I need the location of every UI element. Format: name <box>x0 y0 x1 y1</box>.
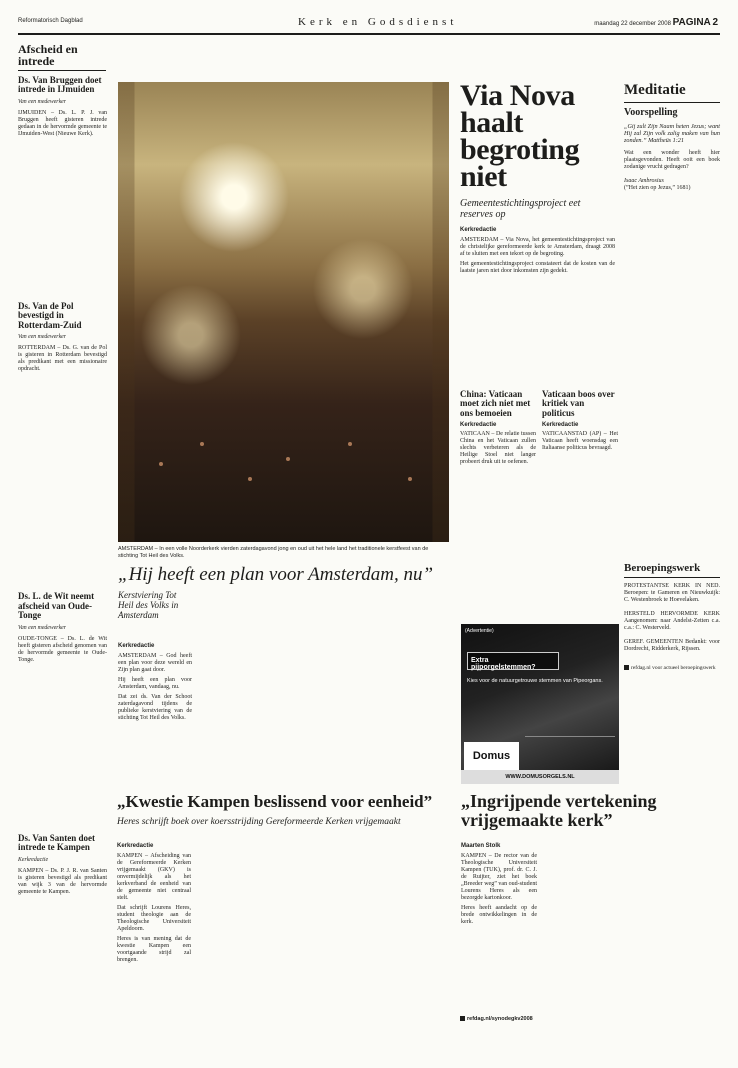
audience-dot <box>348 442 352 446</box>
audience-dot <box>200 442 204 446</box>
vaticaan-headline: Vaticaan boos over kritiek van politicus <box>542 389 615 418</box>
via-nova-paragraph: Het gemeentestichtingsproject constateert dat de kosten van de laatste jaren niet door inkomsten zijn gedekt. <box>460 261 615 275</box>
meditation-rule <box>624 102 720 103</box>
beroepingswerk-body: PROTESTANTSE KERK IN NED. Beroepen: te Gameren en Nieuwkuijk: C. Westenbroek te Hoevelaken. <box>624 583 720 604</box>
meditation-subtitle: Voorspelling <box>624 107 678 118</box>
oude-tonge-kicker: Van een medewerker <box>18 624 66 631</box>
main-story-paragraph: Dat zei ds. Van der Schoot zaterdagavond tijdens de publieke kerstviering van de stichting Tot Heil des Volks. <box>118 694 192 722</box>
beroepingswerk-body: HERSTELD HERVORMDE KERK Aangenomen: naar Andelst-Zetten c.a. c.a.: C. Westerveld. <box>624 611 720 632</box>
kwestie-paragraph: Heres is van mening dat de kwestie Kampen een voortgaande strijd zal brengen. <box>117 936 191 964</box>
china-body: VATICAAN – De relatie tussen China en het Vaticaan zullen slechts verbeteren als de Heilige Stoel niet langer probeert druk uit te oefenen. <box>460 431 536 466</box>
ingrijpende-paragraph: KAMPEN – De rector van de Theologische Universiteit Kampen (TUK), prof. dr. C. J. de Ruijter, ziet het boek „Breeder weg” van oud-student Lourens Heres als een bezorgde kartonkoor. <box>461 853 537 902</box>
kwestie-paragraph: Dat schrijft Lourens Heres, student theologie aan de Theologische Universiteit Apeldoorn. <box>117 905 191 933</box>
oude-tonge-text: OUDE-TONGE – Ds. L. de Wit heeft gisteren afscheid genomen van de hervormde gemeente te Oude-Tonge. <box>18 635 107 663</box>
ad-body: Kies voor de natuurgetrouwe stemmen van Pipeorgans. <box>467 678 603 684</box>
meditation-quote-author: (”Het zien op Jezus,” 1681) <box>624 185 691 192</box>
church-photo <box>118 82 449 542</box>
ad-website[interactable]: WWW.DOMUSORGELS.NL <box>461 770 619 784</box>
domus-logo: Domus <box>464 742 519 770</box>
photo-caption: AMSTERDAM – In een volle Noorderkerk vierden zaterdagavond jong en oud uit het hele land het traditionele kerstfeest van de stichting Tot Heil des Volks. <box>118 546 429 559</box>
kampen-text: KAMPEN – Ds. P. J. R. van Santen is gisteren bevestigd als predikant van wijk 3 van de hervormde gemeente te Kampen. <box>18 867 107 895</box>
meditation-column <box>624 82 720 192</box>
ijmuiden-text: IJMUIDEN – Ds. L. P. J. van Bruggen heeft gisteren intrede gedaan in de hervormde gemeente te IJmuiden-West (Nieuwe Kerk). <box>18 109 107 137</box>
main-subtitle: Kerstviering Tot Heil des Volks in Amsterdam <box>118 590 179 621</box>
ijmuiden-headline: Ds. Van Bruggen doet intrede in IJmuiden <box>18 75 102 95</box>
vaticaan-body: VATICAANSTAD (AP) – Het Vaticaan heeft woensdag een Italiaanse politicus bevraagd. <box>542 431 618 452</box>
main-story-paragraph: AMSTERDAM – God heeft een plan voor deze wereld en Zijn plan gaat door. <box>118 653 192 674</box>
main-story-paragraph: Hij heeft een plan voor Amsterdam, vandaag, nu. <box>118 677 192 691</box>
via-nova-deck: Gemeentestichtingsproject eet reserves op <box>460 198 581 220</box>
beroepingswerk-body: GEREF. GEMEENTEN Bedankt: voor Dordrecht, Ridderkerk, Rijssen. <box>624 639 720 653</box>
main-story-kicker: Kerkredactie <box>118 643 155 649</box>
kampen-headline: Ds. Van Santen doet intrede te Kampen <box>18 832 96 853</box>
kwestie-headline: „Kwestie Kampen beslissend voor eenheid” <box>117 792 433 811</box>
square-icon <box>624 665 629 670</box>
main-story-body <box>118 643 192 725</box>
via-nova-headline: Via Nova haalt begroting niet <box>460 79 580 193</box>
audience-dot <box>408 477 412 481</box>
audience-dot <box>248 477 252 481</box>
china-headline: China: Vaticaan moet zich niet met ons bemoeien <box>460 389 531 418</box>
ad-divider <box>525 736 615 737</box>
ad-label: (Advertentie) <box>465 628 494 634</box>
beroepingswerk-title: Beroepingswerk <box>624 562 701 574</box>
beroepingswerk-rule <box>624 577 720 578</box>
audience-dot <box>159 462 163 466</box>
section-title: Kerk en Godsdienst <box>298 16 458 28</box>
main-headline: „Hij heeft een plan voor Amsterdam, nu” <box>118 564 434 585</box>
source-link[interactable]: refdag.nl/synodegkv2008 <box>460 1016 620 1022</box>
vaticaan-kicker: Kerkredactie <box>542 422 579 429</box>
publication-name: Reformatorisch Dagblad <box>18 18 83 24</box>
story-ijmuiden <box>18 76 107 138</box>
rotterdam-kicker: Van een medewerker <box>18 334 66 341</box>
via-nova-column <box>460 79 615 278</box>
kampen-kicker: Kerkredactie <box>18 856 49 863</box>
beroepingswerk-column <box>624 562 720 672</box>
meditation-body: Wat een wonder heeft hier plaatsgevonden. Heeft ooit een boek zodanige vrucht gedragen? <box>624 150 720 171</box>
china-kicker: Kerkredactie <box>460 422 497 429</box>
via-nova-body <box>460 237 615 275</box>
vaticaan-story <box>542 390 618 452</box>
left-column <box>18 43 107 899</box>
square-icon <box>460 1016 465 1021</box>
ingrijpende-body <box>461 843 537 929</box>
meditation-title: Meditatie <box>624 82 686 98</box>
china-story <box>460 390 536 466</box>
story-oude-tonge <box>18 592 107 663</box>
ingrijpende-paragraph: Heres heeft aandacht op de brede ontwikkelingen in de kerk. <box>461 905 537 926</box>
kwestie-kicker: Kerkredactie <box>117 843 154 849</box>
domus-advertisement[interactable] <box>461 624 619 784</box>
audience-dot <box>286 457 290 461</box>
beroepingswerk-footer[interactable]: refdag.nl voor actueel beroepingswerk <box>624 665 720 671</box>
kwestie-deck: Heres schrijft boek over koersstrijding Gereformeerde Kerken vrijgemaakt <box>117 817 401 827</box>
ingrijpende-byline: Maarten Stolk <box>461 843 501 849</box>
masthead-rule <box>18 33 720 35</box>
ingrijpende-headline: „Ingrijpende vertekening vrijgemaakte kerk” <box>461 791 657 830</box>
masthead-date: maandag 22 december 2008 PAGINA 2 <box>594 17 718 28</box>
kwestie-body <box>117 843 191 967</box>
via-nova-kicker: Kerkredactie <box>460 227 497 233</box>
rotterdam-text: ROTTERDAM – Ds. G. van de Pol is gisteren in Rotterdam bevestigd als predikant met een missionaire opdracht. <box>18 345 107 373</box>
rotterdam-headline: Ds. Van de Pol bevestigd in Rotterdam-Zuid <box>18 300 82 330</box>
story-rotterdam <box>18 302 107 373</box>
story-kampen <box>18 834 107 896</box>
via-nova-paragraph: AMSTERDAM – Via Nova, het gemeentestichtingsproject van de christelijke gereformeerde kerk te Amsterdam, draagt 2008 af te sluiten met een tekort op de begroting. <box>460 237 615 258</box>
left-title-rule <box>18 70 106 71</box>
ad-title[interactable]: Extra pijporgelstemmen? <box>467 652 559 670</box>
meditation-quote: „Gij zult Zijn Naam heten Jezus; want Hij zal Zijn volk zalig maken van hun zonden.” Mattheüs 1:21 <box>624 122 720 144</box>
meditation-author: Isaac Ambrosius <box>624 178 664 185</box>
afscheid-title: Afscheid en intrede <box>18 42 78 68</box>
kwestie-paragraph: KAMPEN – Afscheiding van de Gereformeerde Kerken vrijgemaakt (GKV) is onvermijdelijk als het kerkverband de eenheid van de gemeente niet centraal stelt. <box>117 853 191 902</box>
ijmuiden-kicker: Van een medewerker <box>18 98 66 105</box>
oude-tonge-headline: Ds. L. de Wit neemt afscheid van Oude-Tonge <box>18 591 95 621</box>
